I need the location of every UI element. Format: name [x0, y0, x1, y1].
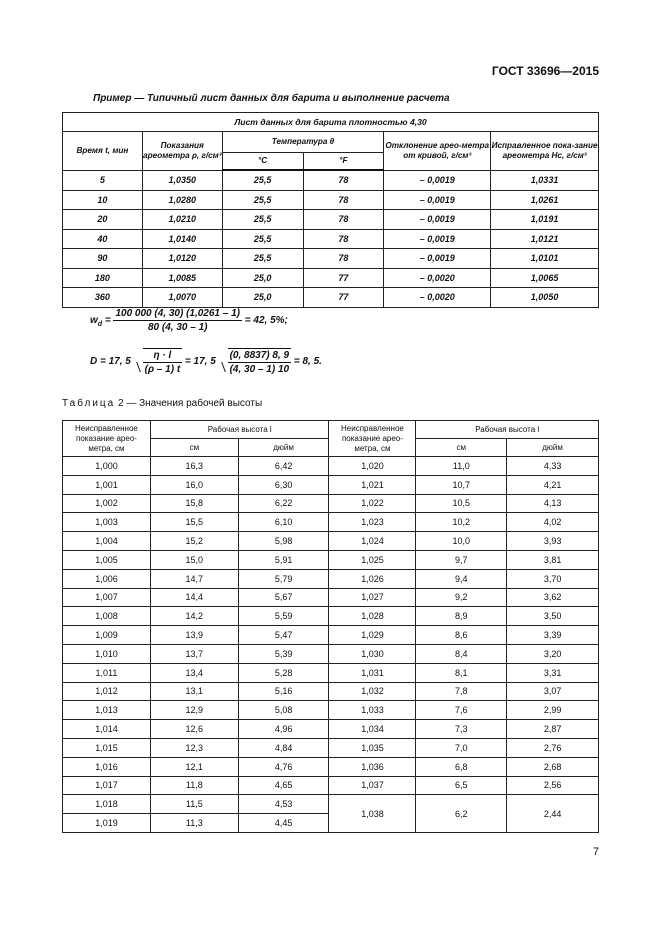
cell-corrected: 1,0101 — [491, 249, 599, 269]
cell-time: 5 — [63, 170, 143, 190]
cell-left-cm: 13,4 — [150, 663, 238, 682]
cell-reading: 1,0070 — [142, 288, 222, 308]
cell-left-reading: 1,013 — [63, 701, 151, 720]
cell-fahrenheit: 78 — [303, 190, 384, 210]
cell-right-inch: 2,76 — [507, 738, 599, 757]
cell-fahrenheit: 77 — [303, 268, 384, 288]
cell-left-reading: 1,015 — [63, 738, 151, 757]
cell-left-inch: 5,98 — [238, 532, 329, 551]
table-row — [63, 757, 599, 776]
cell-right-reading: 1,037 — [329, 776, 416, 795]
formula-wd-numerator: 100 000 (4, 30) (1,0261 – 1) — [115, 308, 240, 319]
cell-left-cm: 14,4 — [150, 588, 238, 607]
cell-corrected: 1,0121 — [491, 229, 599, 249]
cell-right-reading: 1,021 — [329, 475, 416, 494]
cell-right-inch: 3,07 — [507, 682, 599, 701]
cell-left-cm: 15,0 — [150, 550, 238, 569]
barite-data-table — [62, 112, 599, 308]
cell-right-cm: 6,8 — [416, 757, 507, 776]
cell-left-reading: 1,003 — [63, 513, 151, 532]
table-row — [63, 190, 599, 210]
cell-right-cm: 8,6 — [416, 626, 507, 645]
cell-left-inch: 5,08 — [238, 701, 329, 720]
table-row — [63, 550, 599, 569]
cell-right-inch: 2,56 — [507, 776, 599, 795]
cell-celsius: 25,0 — [222, 268, 303, 288]
cell-left-reading: 1,017 — [63, 776, 151, 795]
cell-deviation: – 0,0019 — [384, 210, 491, 230]
cell-left-cm: 13,7 — [150, 644, 238, 663]
cell-left-inch: 6,30 — [238, 475, 329, 494]
table-row — [63, 210, 599, 230]
table-row — [63, 682, 599, 701]
table-row — [63, 776, 599, 795]
cell-right-cm: 9,7 — [416, 550, 507, 569]
table-row — [63, 475, 599, 494]
cell-right-reading: 1,030 — [329, 644, 416, 663]
header-height-right: Рабочая высота l — [416, 421, 599, 439]
header-deviation: Отклонение арео-метра от кривой, г/см³ — [384, 132, 491, 171]
cell-right-inch: 2,44 — [507, 795, 599, 833]
cell-right-inch: 2,87 — [507, 720, 599, 739]
cell-left-inch: 4,84 — [238, 738, 329, 757]
cell-right-reading: 1,034 — [329, 720, 416, 739]
cell-deviation: – 0,0020 — [384, 268, 491, 288]
cell-left-inch: 5,28 — [238, 663, 329, 682]
formula-d-middle: = 17, 5 — [182, 356, 216, 368]
sqrt-icon — [134, 348, 183, 375]
table-row — [63, 569, 599, 588]
cell-right-reading: 1,028 — [329, 607, 416, 626]
formula-wd-result: = 42, 5%; — [242, 315, 288, 327]
cell-right-inch: 2,68 — [507, 757, 599, 776]
cell-left-inch: 5,91 — [238, 550, 329, 569]
table-row — [63, 701, 599, 720]
cell-left-cm: 11,8 — [150, 776, 238, 795]
cell-celsius: 25,5 — [222, 190, 303, 210]
cell-right-reading: 1,020 — [329, 457, 416, 476]
cell-left-cm: 12,3 — [150, 738, 238, 757]
cell-celsius: 25,5 — [222, 210, 303, 230]
cell-left-reading: 1,006 — [63, 569, 151, 588]
cell-right-cm: 10,5 — [416, 494, 507, 513]
cell-left-inch: 4,76 — [238, 757, 329, 776]
cell-left-inch: 5,39 — [238, 644, 329, 663]
cell-time: 40 — [63, 229, 143, 249]
page-number: 7 — [592, 846, 599, 858]
header-reading-right: Неисправленное показание арео-метра, см — [329, 421, 416, 457]
cell-left-reading: 1,004 — [63, 532, 151, 551]
cell-right-cm: 6,2 — [416, 795, 507, 833]
cell-corrected: 1,0261 — [491, 190, 599, 210]
formula-d-numerator-2: (0, 8837) 8, 9 — [229, 350, 290, 361]
cell-left-cm: 13,1 — [150, 682, 238, 701]
cell-left-cm: 16,3 — [150, 457, 238, 476]
formula-d-fraction-2 — [228, 350, 291, 375]
cell-reading: 1,0210 — [142, 210, 222, 230]
table-row — [63, 588, 599, 607]
cell-left-cm: 15,8 — [150, 494, 238, 513]
table-row — [63, 249, 599, 269]
formula-wd-fraction — [113, 308, 242, 333]
header-time: Время t, мин — [63, 132, 143, 171]
cell-corrected: 1,0191 — [491, 210, 599, 230]
cell-deviation: – 0,0019 — [384, 229, 491, 249]
sqrt-icon — [219, 348, 291, 375]
cell-right-cm: 8,4 — [416, 644, 507, 663]
cell-right-reading: 1,032 — [329, 682, 416, 701]
cell-right-cm: 8,1 — [416, 663, 507, 682]
cell-left-cm: 16,0 — [150, 475, 238, 494]
cell-left-inch: 5,79 — [238, 569, 329, 588]
cell-right-reading: 1,026 — [329, 569, 416, 588]
cell-left-reading: 1,000 — [63, 457, 151, 476]
formula-d-numerator: η · l — [143, 350, 183, 363]
header-temperature: Температура θ — [222, 132, 384, 153]
cell-left-inch: 4,53 — [238, 795, 329, 814]
cell-right-reading: 1,031 — [329, 663, 416, 682]
cell-time: 180 — [63, 268, 143, 288]
cell-left-cm: 12,1 — [150, 757, 238, 776]
table-row — [63, 268, 599, 288]
cell-left-cm: 12,6 — [150, 720, 238, 739]
cell-left-cm: 14,2 — [150, 607, 238, 626]
cell-left-inch: 6,10 — [238, 513, 329, 532]
cell-right-inch: 3,81 — [507, 550, 599, 569]
cell-left-inch: 5,47 — [238, 626, 329, 645]
cell-right-cm: 6,5 — [416, 776, 507, 795]
cell-fahrenheit: 78 — [303, 210, 384, 230]
standard-number: ГОСТ 33696—2015 — [491, 64, 599, 78]
cell-left-inch: 4,96 — [238, 720, 329, 739]
cell-right-reading: 1,033 — [329, 701, 416, 720]
cell-left-reading: 1,009 — [63, 626, 151, 645]
cell-right-reading: 1,038 — [329, 795, 416, 833]
cell-reading: 1,0280 — [142, 190, 222, 210]
cell-left-reading: 1,012 — [63, 682, 151, 701]
cell-left-inch: 5,67 — [238, 588, 329, 607]
cell-left-reading: 1,005 — [63, 550, 151, 569]
cell-left-reading: 1,001 — [63, 475, 151, 494]
cell-left-cm: 12,9 — [150, 701, 238, 720]
cell-left-reading: 1,016 — [63, 757, 151, 776]
cell-time: 20 — [63, 210, 143, 230]
cell-celsius: 25,0 — [222, 288, 303, 308]
table-row — [63, 626, 599, 645]
cell-reading: 1,0350 — [142, 170, 222, 190]
cell-left-cm: 13,9 — [150, 626, 238, 645]
formula-wd-subscript: d — [97, 321, 103, 329]
table-row — [63, 170, 599, 190]
table-row — [63, 795, 599, 814]
cell-left-inch: 5,59 — [238, 607, 329, 626]
cell-right-inch: 3,50 — [507, 607, 599, 626]
cell-right-cm: 7,8 — [416, 682, 507, 701]
cell-right-cm: 8,9 — [416, 607, 507, 626]
working-height-table — [62, 420, 599, 833]
cell-corrected: 1,0331 — [491, 170, 599, 190]
cell-right-inch: 3,20 — [507, 644, 599, 663]
header-inch-right: дюйм — [507, 439, 599, 457]
cell-right-cm: 7,6 — [416, 701, 507, 720]
cell-reading: 1,0085 — [142, 268, 222, 288]
cell-right-reading: 1,024 — [329, 532, 416, 551]
header-fahrenheit: °F — [303, 153, 384, 171]
cell-right-cm: 10,2 — [416, 513, 507, 532]
cell-fahrenheit: 78 — [303, 229, 384, 249]
cell-time: 10 — [63, 190, 143, 210]
cell-right-cm: 9,4 — [416, 569, 507, 588]
table-row — [63, 457, 599, 476]
cell-right-reading: 1,036 — [329, 757, 416, 776]
cell-right-reading: 1,022 — [329, 494, 416, 513]
table-row — [63, 607, 599, 626]
cell-left-inch: 4,45 — [238, 814, 329, 833]
cell-corrected: 1,0050 — [491, 288, 599, 308]
cell-right-inch: 4,21 — [507, 475, 599, 494]
example-heading: Пример — Типичный лист данных для барита и выполнение расчета — [93, 93, 450, 104]
cell-right-cm: 7,0 — [416, 738, 507, 757]
cell-right-inch: 3,70 — [507, 569, 599, 588]
cell-deviation: – 0,0019 — [384, 249, 491, 269]
header-cm-right: см — [416, 439, 507, 457]
table2-caption-text: — Значения рабочей высоты — [123, 398, 263, 409]
cell-left-reading: 1,011 — [63, 663, 151, 682]
table-row — [63, 494, 599, 513]
table-row — [63, 288, 599, 308]
formula-wd-symbol: w — [90, 315, 98, 327]
cell-left-cm: 11,3 — [150, 814, 238, 833]
cell-time: 360 — [63, 288, 143, 308]
cell-left-cm: 14,7 — [150, 569, 238, 588]
table2-caption-number: 2 — [118, 398, 124, 409]
cell-right-inch: 2,99 — [507, 701, 599, 720]
cell-left-reading: 1,019 — [63, 814, 151, 833]
table-row — [63, 738, 599, 757]
cell-reading: 1,0140 — [142, 229, 222, 249]
cell-deviation: – 0,0020 — [384, 288, 491, 308]
header-reading: Показания ареометра ρ, г/см³ — [142, 132, 222, 171]
header-reading-left: Неисправленное показание арео-метра, см — [63, 421, 151, 457]
header-corrected: Исправленное пока-зание ареометра Hc, г/см³ — [491, 132, 599, 171]
formula-d-denominator-2: (4, 30 – 1) 10 — [229, 364, 290, 375]
cell-left-inch: 5,16 — [238, 682, 329, 701]
formula-d-lhs: D = 17, 5 — [90, 356, 131, 368]
table-row — [63, 644, 599, 663]
cell-corrected: 1,0065 — [491, 268, 599, 288]
cell-right-inch: 4,13 — [507, 494, 599, 513]
cell-left-reading: 1,018 — [63, 795, 151, 814]
cell-celsius: 25,5 — [222, 229, 303, 249]
cell-right-cm: 9,2 — [416, 588, 507, 607]
cell-right-inch: 4,02 — [507, 513, 599, 532]
cell-deviation: – 0,0019 — [384, 170, 491, 190]
table-row — [63, 720, 599, 739]
cell-celsius: 25,5 — [222, 170, 303, 190]
header-celsius: °C — [222, 153, 303, 171]
table-row — [63, 532, 599, 551]
cell-left-inch: 6,22 — [238, 494, 329, 513]
formula-d-result: = 8, 5. — [291, 356, 322, 368]
cell-right-cm: 10,0 — [416, 532, 507, 551]
table2-caption — [62, 398, 262, 409]
cell-left-reading: 1,002 — [63, 494, 151, 513]
cell-time: 90 — [63, 249, 143, 269]
cell-right-inch: 3,62 — [507, 588, 599, 607]
cell-fahrenheit: 78 — [303, 170, 384, 190]
cell-left-cm: 15,5 — [150, 513, 238, 532]
formula-d — [90, 348, 322, 375]
cell-right-inch: 3,39 — [507, 626, 599, 645]
table-row — [63, 663, 599, 682]
cell-right-cm: 11,0 — [416, 457, 507, 476]
header-cm-left: см — [150, 439, 238, 457]
cell-left-reading: 1,010 — [63, 644, 151, 663]
table-row — [63, 513, 599, 532]
table1-title: Лист данных для барита плотностью 4,30 — [63, 113, 599, 132]
cell-fahrenheit: 77 — [303, 288, 384, 308]
cell-right-inch: 4,33 — [507, 457, 599, 476]
cell-left-reading: 1,008 — [63, 607, 151, 626]
cell-left-inch: 4,65 — [238, 776, 329, 795]
header-inch-left: дюйм — [238, 439, 329, 457]
cell-right-inch: 3,93 — [507, 532, 599, 551]
table-row — [63, 229, 599, 249]
cell-right-reading: 1,025 — [329, 550, 416, 569]
cell-right-reading: 1,035 — [329, 738, 416, 757]
cell-celsius: 25,5 — [222, 249, 303, 269]
cell-reading: 1,0120 — [142, 249, 222, 269]
cell-deviation: – 0,0019 — [384, 190, 491, 210]
formula-d-denominator: (ρ – 1) t — [144, 364, 181, 375]
formula-wd — [90, 308, 288, 333]
header-height-left: Рабочая высота l — [150, 421, 329, 439]
cell-right-reading: 1,029 — [329, 626, 416, 645]
formula-wd-denominator: 80 (4, 30 – 1) — [147, 322, 208, 333]
cell-right-reading: 1,023 — [329, 513, 416, 532]
cell-right-inch: 3,31 — [507, 663, 599, 682]
formula-wd-equals: = — [102, 315, 114, 327]
cell-right-reading: 1,027 — [329, 588, 416, 607]
formula-d-fraction — [143, 350, 183, 375]
cell-right-cm: 7,3 — [416, 720, 507, 739]
cell-left-reading: 1,007 — [63, 588, 151, 607]
cell-fahrenheit: 78 — [303, 249, 384, 269]
table2-caption-label: Таблица — [62, 398, 116, 409]
cell-left-reading: 1,014 — [63, 720, 151, 739]
cell-left-cm: 11,5 — [150, 795, 238, 814]
cell-left-inch: 6,42 — [238, 457, 329, 476]
cell-right-cm: 10,7 — [416, 475, 507, 494]
cell-left-cm: 15,2 — [150, 532, 238, 551]
